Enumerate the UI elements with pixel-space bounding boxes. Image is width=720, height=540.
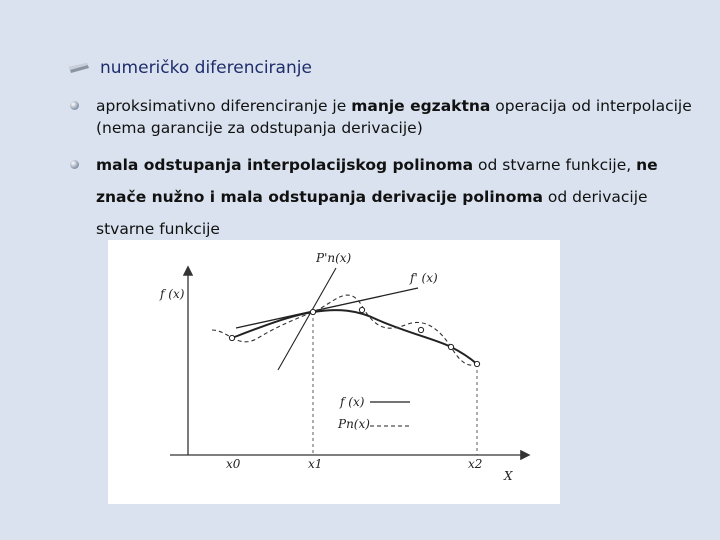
- legend-f-label: f (x): [340, 395, 365, 409]
- f-derivative-tangent: [236, 288, 418, 328]
- title-row: [68, 58, 312, 78]
- f-data-point: [229, 335, 234, 340]
- bullet-list: [68, 95, 708, 245]
- figure-legend: [337, 395, 410, 431]
- text-run-bold: ne znače nužno i mala odstupanja derivacije polinoma: [96, 156, 658, 206]
- derivative-diagram: [108, 240, 560, 504]
- bullet-dot-icon: [70, 101, 79, 110]
- slide-title: numeričko diferenciranje: [100, 58, 312, 78]
- bullet-text: [96, 97, 692, 137]
- bullet-item: [68, 95, 708, 139]
- derivative-figure: [108, 240, 560, 504]
- x-tick-x2: x2: [468, 457, 483, 471]
- text-run: aproksimativno diferenciranje je: [96, 97, 352, 115]
- bullet-item: [68, 149, 708, 245]
- f-data-point: [448, 344, 453, 349]
- pn-derivative-label: P'n(x): [316, 251, 352, 265]
- text-run-bold: mala odstupanja interpolacijskog polinoma: [96, 156, 474, 174]
- bullet-text: [96, 156, 658, 238]
- f-data-point: [474, 361, 479, 366]
- bullet-dot-icon: [70, 160, 79, 169]
- text-run: od stvarne funkcije,: [473, 156, 637, 174]
- x-tick-x1: x1: [308, 457, 323, 471]
- f-derivative-label: f' (x): [410, 271, 438, 285]
- text-run: od derivacije stvarne funkcije: [96, 188, 648, 238]
- text-run-bold: manje egzaktna: [351, 97, 491, 115]
- x-axis-label: X: [504, 469, 513, 483]
- text-run: operacija od interpolacije (nema garancije za odstupanja derivacije): [96, 97, 692, 137]
- x-tick-x0: x0: [226, 457, 241, 471]
- f-data-point: [310, 309, 315, 314]
- arrow-bullet-icon: [68, 61, 90, 75]
- y-axis-label: f (x): [160, 287, 185, 301]
- f-data-point: [418, 327, 423, 332]
- legend-pn-label: Pn(x): [338, 417, 370, 431]
- f-data-point: [359, 307, 364, 312]
- f-curve: [232, 310, 477, 364]
